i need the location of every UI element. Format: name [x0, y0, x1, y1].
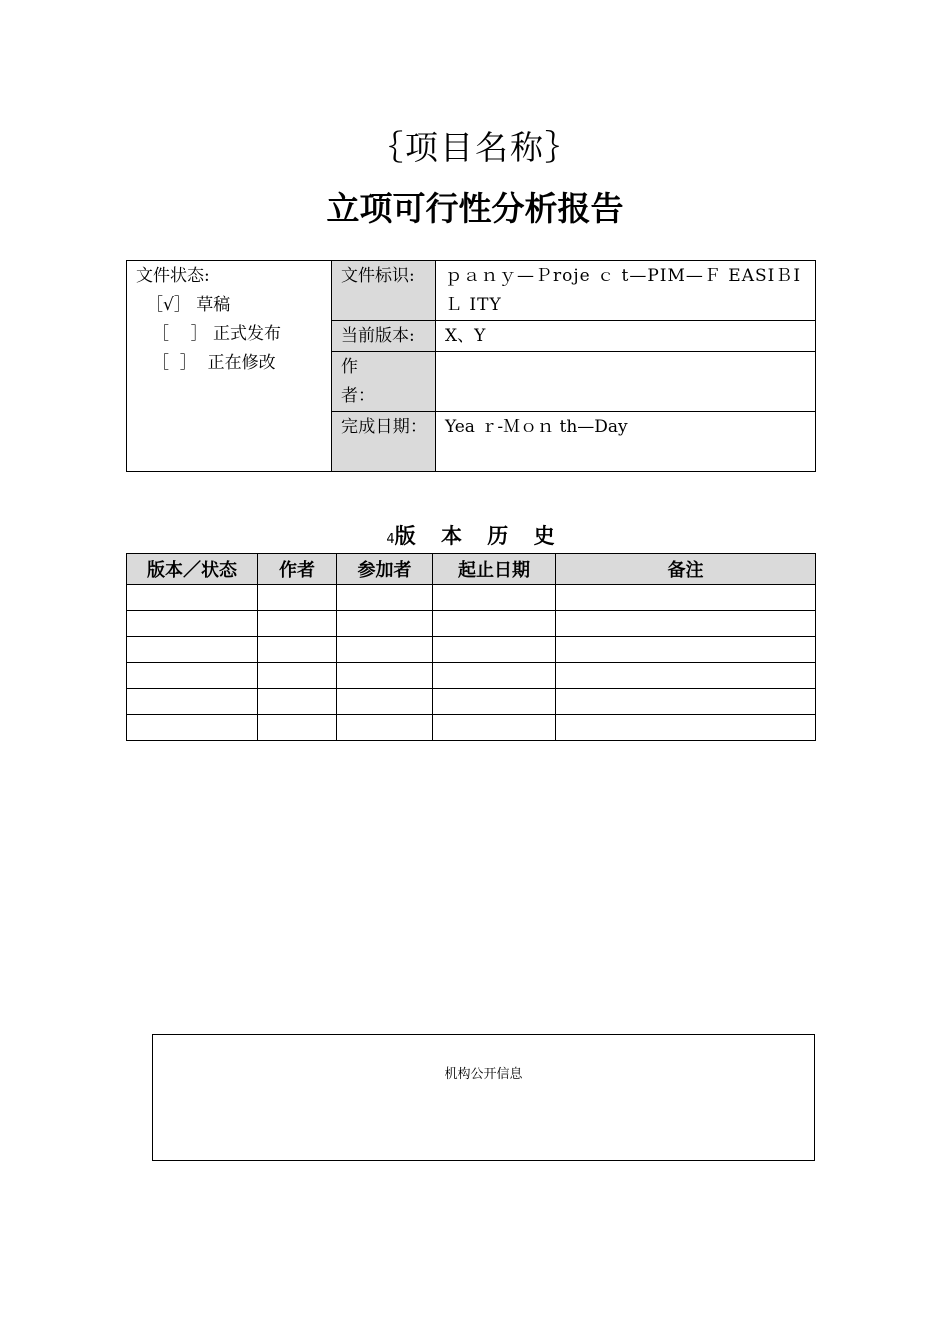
table-cell[interactable] [337, 585, 433, 611]
table-cell[interactable] [258, 689, 337, 715]
column-header-date-range: 起止日期 [433, 554, 556, 585]
document-id-value: ｐａｎｙ—Ｐroje ｃ t—PIM—Ｆ EASIＢI Ｌ ITY [436, 261, 816, 321]
table-cell[interactable] [556, 689, 816, 715]
table-cell[interactable] [127, 611, 258, 637]
table-row [127, 611, 816, 637]
status-option-draft[interactable]: ［√］ 草稿 [146, 295, 231, 315]
table-cell[interactable] [556, 663, 816, 689]
table-row [127, 585, 816, 611]
column-header-author: 作者 [258, 554, 337, 585]
table-cell[interactable] [337, 663, 433, 689]
table-cell[interactable] [337, 611, 433, 637]
table-cell[interactable] [258, 585, 337, 611]
table-cell[interactable] [258, 611, 337, 637]
table-cell[interactable] [556, 637, 816, 663]
current-version-value: X、Y [436, 321, 816, 352]
table-cell[interactable] [127, 715, 258, 741]
column-header-remarks: 备注 [556, 554, 816, 585]
table-cell[interactable] [433, 585, 556, 611]
table-cell[interactable] [127, 663, 258, 689]
current-version-label: 当前版本: [332, 321, 436, 352]
table-cell[interactable] [127, 689, 258, 715]
document-id-label: 文件标识: [332, 261, 436, 321]
table-cell[interactable] [258, 715, 337, 741]
table-cell[interactable] [127, 585, 258, 611]
document-info-table [126, 260, 816, 472]
author-label: 作者： [332, 352, 436, 412]
table-cell[interactable] [556, 715, 816, 741]
version-history-table [126, 553, 816, 741]
completion-date-value: Yea ｒ-Ｍｏｎ th—Day [436, 412, 816, 472]
status-option-released[interactable]: ［ ］ 正式发布 [152, 324, 282, 344]
table-cell[interactable] [556, 585, 816, 611]
table-cell[interactable] [433, 663, 556, 689]
table-cell[interactable] [337, 715, 433, 741]
status-label: 文件状态: [136, 266, 210, 286]
footer-info-box [152, 1034, 815, 1161]
document-title: 立项可行性分析报告 [326, 189, 624, 228]
table-cell[interactable] [433, 611, 556, 637]
table-cell[interactable] [433, 689, 556, 715]
footer-text: 机构公开信息 [444, 1067, 523, 1082]
table-cell[interactable] [337, 689, 433, 715]
history-title-mark: 4 [386, 532, 395, 547]
table-cell[interactable] [258, 663, 337, 689]
status-option-modifying[interactable]: ［ ］ 正在修改 [152, 353, 276, 373]
table-row [127, 663, 816, 689]
table-row [127, 637, 816, 663]
column-header-version-status: 版本／状态 [127, 554, 258, 585]
table-cell[interactable] [127, 637, 258, 663]
table-row [127, 715, 816, 741]
table-cell[interactable] [556, 611, 816, 637]
table-cell[interactable] [433, 637, 556, 663]
document-status-cell [127, 261, 332, 472]
table-row [127, 689, 816, 715]
project-name: ｛项目名称｝ [370, 128, 580, 167]
column-header-participants: 参加者 [337, 554, 433, 585]
table-cell[interactable] [258, 637, 337, 663]
table-cell[interactable] [433, 715, 556, 741]
author-value [436, 352, 816, 412]
table-cell[interactable] [337, 637, 433, 663]
version-history-title: 4版 本 历 史 [386, 524, 564, 548]
completion-date-label: 完成日期： [332, 412, 436, 472]
